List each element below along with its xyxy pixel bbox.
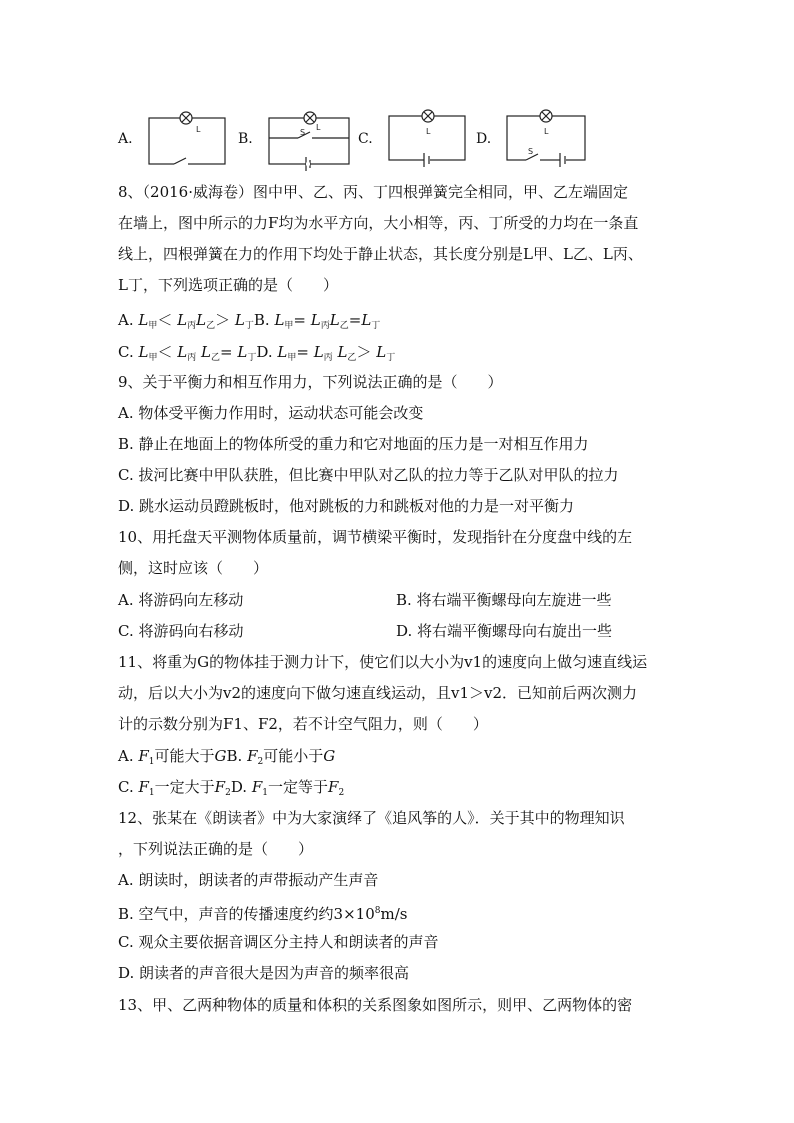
q9-option-a: A. 物体受平衡力作用时，运动状态可能会改变: [118, 404, 424, 422]
q8-stem-line-2: 在墙上，图中所示的力F均为水平方向，大小相等，丙、丁所受的力均在一条直: [118, 214, 639, 232]
q11-option-cd: C. $F_1$一定大于$F_2D$. $F_1$一定等于$F_2$: [118, 778, 345, 798]
q11-stem-line-2: 动，后以大小为v2的速度向下做匀速直线运动，且v1＞v2．已知前后两次测力: [118, 684, 638, 702]
q10-option-b: B. 将右端平衡螺母向左旋进一些: [396, 591, 612, 609]
q12-stem-line-2: ，下列说法正确的是（ ）: [118, 840, 314, 858]
circuit-diagram-b: [268, 110, 352, 166]
q10-stem-line-1: 10、用托盘天平测物体质量前，调节横梁平衡时，发现指针在分度盘中线的左: [118, 528, 633, 546]
q10-stem-line-2: 侧，这时应该（ ）: [118, 559, 269, 577]
q12-option-a: A. 朗读时，朗读者的声带振动产生声音: [118, 871, 379, 889]
q9-option-d: D. 跳水运动员蹬跳板时，他对跳板的力和跳板对他的力是一对平衡力: [118, 497, 575, 515]
q7-option-c-label: C.: [358, 131, 373, 147]
q9-stem: 9、关于平衡力和相互作用力，下列说法正确的是（ ）: [118, 373, 503, 391]
q7-option-b-label: B.: [238, 131, 253, 147]
q12-stem-line-1: 12、张某在《朗读者》中为大家演绎了《追风筝的人》．关于其中的物理知识: [118, 809, 625, 827]
q12-option-d: D. 朗读者的声音很大是因为声音的频率很高: [118, 964, 410, 982]
q10-option-c: C. 将游码向右移动: [118, 622, 244, 640]
svg-text:S: S: [300, 128, 306, 137]
q10-options-row-2: [118, 621, 613, 641]
circuit-diagram-c: [388, 106, 468, 162]
q12-option-b: B. 空气中，声音的传播速度约约$3\times 10^8m/s$: [118, 905, 408, 923]
circuit-diagram-d: [506, 106, 588, 162]
svg-text:L: L: [316, 123, 321, 132]
q7-option-a-label: A.: [118, 131, 133, 147]
q8-stem-line-3: 线上，四根弹簧在力的作用下均处于静止状态，其长度分别是L甲、L乙、L丙、: [118, 245, 643, 263]
q8-option-ab: A. $L_甲< L_丙L_乙> L_丁B$. $L_甲= L_丙L_乙=L_丁$: [118, 311, 381, 331]
q8-option-cd: C. $L_甲< L_丙$ $L_乙= L_丁D$. $L_甲= L_丙$ $L_乙> L_丁$: [118, 343, 396, 363]
q10-option-d: D. 将右端平衡螺母向右旋出一些: [396, 622, 613, 640]
q9-option-c: C. 拔河比赛中甲队获胜，但比赛中甲队对乙队的拉力等于乙队对甲队的拉力: [118, 466, 619, 484]
svg-text:L: L: [426, 127, 431, 136]
q7-option-d-label: D.: [476, 131, 492, 147]
svg-text:L: L: [544, 127, 549, 136]
q8-stem-line-1: 8、（2016·威海卷）图中甲、乙、丙、丁四根弹簧完全相同，甲、乙左端固定: [118, 183, 628, 201]
q10-options-row-1: [118, 590, 612, 610]
q11-stem-line-1: 11、将重为G的物体挂于测力计下，使它们以大小为v1的速度向上做匀速直线运: [118, 653, 648, 671]
q8-stem-line-4: L丁，下列选项正确的是（ ）: [118, 276, 338, 294]
q11-stem-line-3: 计的示数分别为F1、F2，若不计空气阻力，则（ ）: [118, 715, 488, 733]
svg-text:S: S: [528, 147, 534, 156]
q13-stem-line-1: 13、甲、乙两种物体的质量和体积的关系图象如图所示，则甲、乙两物体的密: [118, 996, 633, 1014]
q9-option-b: B. 静止在地面上的物体所受的重力和它对地面的压力是一对相互作用力: [118, 435, 589, 453]
q11-option-ab: A. $F_1$可能大于GB. $F_2$可能小于G: [118, 747, 336, 767]
lamp-label: L: [196, 125, 201, 134]
q10-option-a: A. 将游码向左移动: [118, 591, 244, 609]
q12-option-c: C. 观众主要依据音调区分主持人和朗读者的声音: [118, 933, 439, 951]
circuit-diagram-a: [148, 110, 228, 166]
